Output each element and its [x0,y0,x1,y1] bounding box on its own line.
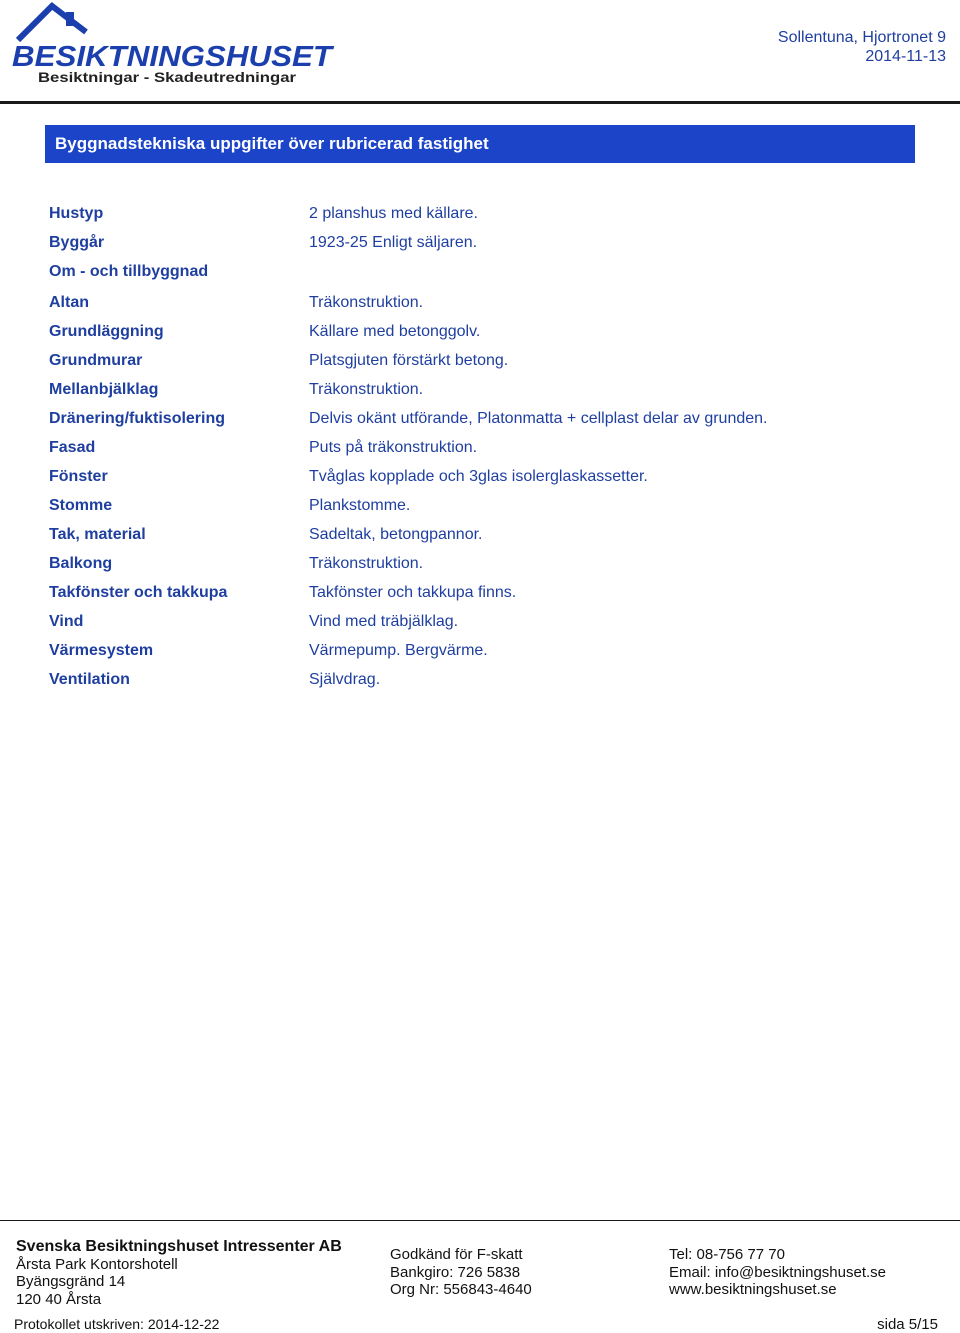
page-number: sida 5/15 [877,1316,938,1333]
address-line: Årsta Park Kontorshotell [16,1255,178,1273]
row-label: Grundmurar [49,352,143,369]
row-value: Träkonstruktion. [309,381,424,398]
row-label: Om - och tillbyggnad [49,263,209,280]
row-label: Fönster [49,468,108,485]
row-label: Byggår [49,234,105,251]
row-value: Träkonstruktion. [309,294,424,311]
bankgiro: Bankgiro: 726 5838 [390,1263,521,1281]
row-value: Platsgjuten förstärkt betong. [309,352,509,369]
header-divider [0,101,960,104]
row-value: 2 planshus med källare. [309,205,478,222]
website-link[interactable]: www.besiktningshuset.se [669,1281,837,1298]
row-label: Vind [49,613,84,630]
row-value: Sadeltak, betongpannor. [309,526,483,543]
footer-finance-block [390,1246,532,1299]
row-label: Ventilation [49,671,130,688]
row-label: Hustyp [49,205,104,222]
address-line: Byängsgränd 14 [16,1273,126,1290]
row-value: Vind med träbjälklag. [309,613,459,630]
phone: Tel: 08-756 77 70 [669,1246,785,1263]
address-line: 120 40 Årsta [16,1290,102,1308]
row-value: 1923-25 Enligt säljaren. [309,234,478,251]
row-value: Plankstomme. [309,497,411,514]
row-value: Källare med betonggolv. [309,323,481,340]
row-label: Grundläggning [49,323,164,340]
header-info [778,28,946,66]
tax-status: Godkänd för F-skatt [390,1246,523,1263]
logo-title: BESIKTNINGSHUSET [12,41,335,73]
row-label: Mellanbjälklag [49,381,159,398]
house-roof-icon [18,6,86,40]
row-label: Takfönster och takkupa [49,584,228,601]
row-value: Puts på träkonstruktion. [309,439,478,456]
footer-company-block [16,1238,342,1308]
row-value: Träkonstruktion. [309,555,424,572]
row-label: Fasad [49,439,96,456]
row-label: Tak, material [49,526,146,543]
row-value: Värmepump. Bergvärme. [309,642,488,659]
row-value: Delvis okänt utförande, Platonmatta + cellplast delar av grunden. [309,410,768,427]
row-value: Takfönster och takkupa finns. [309,584,517,601]
property-location: Sollentuna, Hjortronet 9 [777,29,946,46]
row-label: Värmesystem [49,642,154,659]
logo-subtitle: Besiktningar - Skadeutredningar [38,69,297,85]
row-label: Stomme [49,497,113,514]
email-link[interactable]: Email: info@besiktningshuset.se [669,1263,887,1281]
report-date: 2014-11-13 [865,48,946,65]
footer-contact-block [669,1246,886,1299]
company-logo [8,0,338,92]
company-name: Svenska Besiktningshuset Intressenter AB [16,1238,342,1255]
row-label: Balkong [49,555,113,572]
row-value: Självdrag. [309,671,381,688]
row-label: Dränering/fuktisolering [49,410,226,427]
section-title: Byggnadstekniska uppgifter över rubricerad fastighet [45,125,915,163]
footer-divider [0,1220,960,1221]
org-number: Org Nr: 556843-4640 [390,1281,532,1298]
row-value: Tvåglas kopplade och 3glas isolerglaskassetter. [309,468,648,485]
row-label: Altan [49,294,89,311]
printed-date: Protokollet utskriven: 2014-12-22 [14,1316,220,1332]
